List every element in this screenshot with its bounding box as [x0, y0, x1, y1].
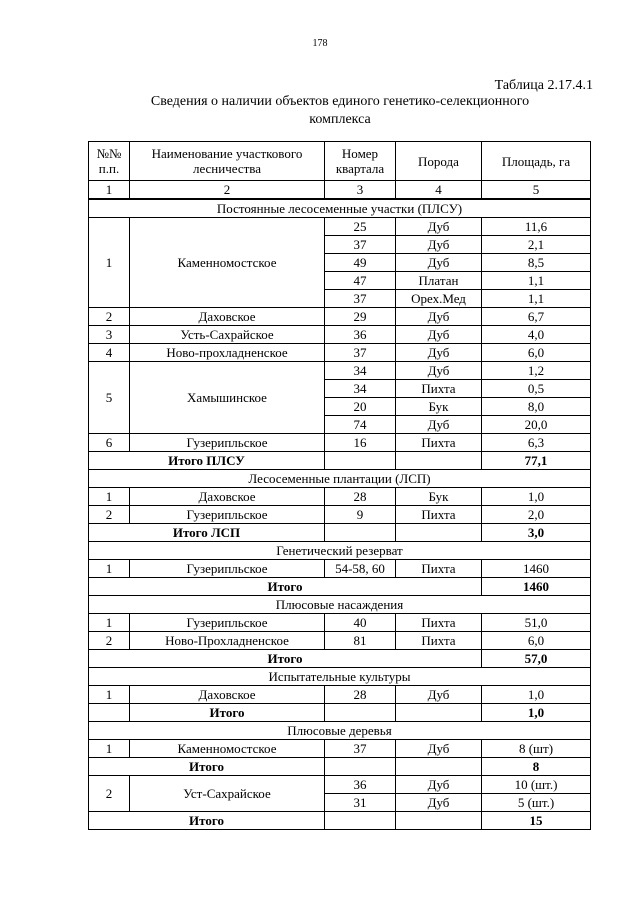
cell-area: 8 (шт) — [482, 740, 591, 758]
table-row — [89, 560, 591, 578]
table-row — [89, 686, 591, 704]
cell-forestry: Уст-Сахрайское — [130, 776, 325, 812]
col-num: 5 — [482, 181, 591, 200]
cell-area: 1460 — [482, 560, 591, 578]
total-value: 15 — [482, 812, 591, 830]
empty-cell — [396, 758, 482, 776]
table-row — [89, 614, 591, 632]
cell-area: 1,1 — [482, 290, 591, 308]
cell-quarter: 28 — [325, 488, 396, 506]
cell-quarter: 36 — [325, 326, 396, 344]
cell-area: 6,0 — [482, 344, 591, 362]
section-title: Постоянные лесосеменные участки (ПЛСУ) — [89, 199, 591, 218]
section-title: Генетический резерват — [89, 542, 591, 560]
cell-area: 4,0 — [482, 326, 591, 344]
cell-num: 2 — [89, 776, 130, 812]
cell-area: 6,7 — [482, 308, 591, 326]
cell-num: 2 — [89, 506, 130, 524]
table-row — [89, 506, 591, 524]
empty-cell — [396, 704, 482, 722]
table-row — [89, 632, 591, 650]
cell-forestry: Каменномостское — [130, 740, 325, 758]
cell-quarter: 29 — [325, 308, 396, 326]
cell-forestry: Даховское — [130, 308, 325, 326]
title-line-2: комплекса — [309, 112, 371, 127]
col-num: 3 — [325, 181, 396, 200]
cell-area: 2,1 — [482, 236, 591, 254]
cell-quarter: 40 — [325, 614, 396, 632]
empty-cell — [396, 812, 482, 830]
total-value: 1460 — [482, 578, 591, 596]
total-row — [89, 758, 591, 776]
col-num: 2 — [130, 181, 325, 200]
cell-species: Пихта — [396, 632, 482, 650]
column-numbers-row — [89, 181, 591, 200]
empty-cell — [325, 704, 396, 722]
cell-species: Дуб — [396, 776, 482, 794]
cell-species: Дуб — [396, 344, 482, 362]
total-label: Итого — [89, 812, 325, 830]
cell-quarter: 20 — [325, 398, 396, 416]
cell-forestry: Гузерипльское — [130, 560, 325, 578]
total-row — [89, 452, 591, 470]
cell-species: Бук — [396, 398, 482, 416]
cell-forestry: Даховское — [130, 686, 325, 704]
title-line-1: Сведения о наличии объектов единого генетико-селекционного — [150, 94, 530, 109]
cell-area: 8,5 — [482, 254, 591, 272]
cell-species: Дуб — [396, 686, 482, 704]
empty-cell — [325, 758, 396, 776]
cell-quarter: 28 — [325, 686, 396, 704]
cell-num: 1 — [89, 686, 130, 704]
table-row — [89, 218, 591, 236]
table-caption: Таблица 2.17.4.1 — [494, 78, 593, 93]
cell-quarter: 74 — [325, 416, 396, 434]
cell-quarter: 37 — [325, 290, 396, 308]
section-row — [89, 722, 591, 740]
cell-forestry: Гузерипльское — [130, 434, 325, 452]
table-row — [89, 776, 591, 794]
total-value: 3,0 — [482, 524, 591, 542]
cell-species: Орех.Мед — [396, 290, 482, 308]
cell-forestry: Ново-прохладненское — [130, 344, 325, 362]
cell-area: 1,2 — [482, 362, 591, 380]
total-value: 8 — [482, 758, 591, 776]
cell-forestry: Даховское — [130, 488, 325, 506]
cell-quarter: 34 — [325, 362, 396, 380]
header-species: Порода — [396, 142, 482, 181]
cell-quarter: 37 — [325, 236, 396, 254]
cell-species: Дуб — [396, 740, 482, 758]
cell-area: 6,3 — [482, 434, 591, 452]
total-label: Итого — [130, 704, 325, 722]
cell-species: Дуб — [396, 236, 482, 254]
cell-area: 0,5 — [482, 380, 591, 398]
section-title: Лесосеменные плантации (ЛСП) — [89, 470, 591, 488]
cell-num: 5 — [89, 362, 130, 434]
table-row — [89, 308, 591, 326]
section-row — [89, 596, 591, 614]
total-label: Итого — [89, 578, 482, 596]
section-row — [89, 668, 591, 686]
cell-quarter: 37 — [325, 344, 396, 362]
cell-num: 1 — [89, 218, 130, 308]
cell-species: Дуб — [396, 416, 482, 434]
cell-species: Пихта — [396, 614, 482, 632]
section-row — [89, 542, 591, 560]
cell-forestry: Усть-Сахрайское — [130, 326, 325, 344]
cell-quarter: 54-58, 60 — [325, 560, 396, 578]
total-label: Итого ПЛСУ — [89, 452, 325, 470]
cell-quarter: 37 — [325, 740, 396, 758]
cell-forestry: Гузерипльское — [130, 506, 325, 524]
cell-species: Пихта — [396, 434, 482, 452]
header-num: №№ п.п. — [89, 142, 130, 181]
total-row — [89, 812, 591, 830]
cell-quarter: 16 — [325, 434, 396, 452]
cell-area: 8,0 — [482, 398, 591, 416]
cell-forestry: Хамышинское — [130, 362, 325, 434]
cell-quarter: 9 — [325, 506, 396, 524]
cell-species: Платан — [396, 272, 482, 290]
page-number: 178 — [312, 38, 328, 49]
empty-cell — [325, 524, 396, 542]
cell-num: 2 — [89, 308, 130, 326]
total-row — [89, 578, 591, 596]
empty-cell — [89, 704, 130, 722]
header-area: Площадь, га — [482, 142, 591, 181]
total-row — [89, 704, 591, 722]
table-row — [89, 362, 591, 380]
section-title: Плюсовые насаждения — [89, 596, 591, 614]
header-quarter: Номер квартала — [325, 142, 396, 181]
cell-area: 2,0 — [482, 506, 591, 524]
empty-cell — [396, 452, 482, 470]
cell-forestry: Каменномостское — [130, 218, 325, 308]
cell-num: 1 — [89, 614, 130, 632]
cell-area: 5 (шт.) — [482, 794, 591, 812]
header-row — [89, 142, 591, 181]
cell-quarter: 31 — [325, 794, 396, 812]
cell-num: 1 — [89, 488, 130, 506]
cell-area: 10 (шт.) — [482, 776, 591, 794]
cell-forestry: Ново-Прохладненское — [130, 632, 325, 650]
cell-num: 1 — [89, 560, 130, 578]
total-value: 57,0 — [482, 650, 591, 668]
section-title: Испытательные культуры — [89, 668, 591, 686]
cell-species: Дуб — [396, 308, 482, 326]
cell-quarter: 25 — [325, 218, 396, 236]
empty-cell — [325, 452, 396, 470]
cell-species: Пихта — [396, 380, 482, 398]
total-label: Итого — [89, 758, 325, 776]
cell-species: Дуб — [396, 794, 482, 812]
col-num: 1 — [89, 181, 130, 200]
section-row — [89, 470, 591, 488]
cell-species: Дуб — [396, 362, 482, 380]
cell-species: Дуб — [396, 254, 482, 272]
empty-cell — [325, 812, 396, 830]
cell-quarter: 34 — [325, 380, 396, 398]
section-title: Плюсовые деревья — [89, 722, 591, 740]
table-row — [89, 434, 591, 452]
table-row — [89, 326, 591, 344]
total-row — [89, 650, 591, 668]
cell-area: 20,0 — [482, 416, 591, 434]
table-row — [89, 740, 591, 758]
total-label: Итого — [89, 650, 482, 668]
cell-area: 11,6 — [482, 218, 591, 236]
cell-area: 1,0 — [482, 686, 591, 704]
empty-cell — [396, 524, 482, 542]
total-label: Итого ЛСП — [89, 524, 325, 542]
cell-area: 1,1 — [482, 272, 591, 290]
cell-quarter: 47 — [325, 272, 396, 290]
cell-num: 4 — [89, 344, 130, 362]
cell-quarter: 36 — [325, 776, 396, 794]
cell-quarter: 81 — [325, 632, 396, 650]
cell-species: Бук — [396, 488, 482, 506]
cell-num: 6 — [89, 434, 130, 452]
cell-species: Пихта — [396, 560, 482, 578]
forest-objects-table — [88, 141, 591, 830]
total-value: 1,0 — [482, 704, 591, 722]
total-row — [89, 524, 591, 542]
cell-area: 6,0 — [482, 632, 591, 650]
table-row — [89, 344, 591, 362]
section-row — [89, 199, 591, 218]
header-name: Наименование участкового лесничества — [130, 142, 325, 181]
cell-area: 51,0 — [482, 614, 591, 632]
col-num: 4 — [396, 181, 482, 200]
cell-quarter: 49 — [325, 254, 396, 272]
cell-num: 2 — [89, 632, 130, 650]
cell-species: Пихта — [396, 506, 482, 524]
cell-species: Дуб — [396, 218, 482, 236]
total-value: 77,1 — [482, 452, 591, 470]
cell-species: Дуб — [396, 326, 482, 344]
table-title — [90, 93, 590, 129]
table-row — [89, 488, 591, 506]
cell-num: 1 — [89, 740, 130, 758]
cell-area: 1,0 — [482, 488, 591, 506]
cell-num: 3 — [89, 326, 130, 344]
cell-forestry: Гузерипльское — [130, 614, 325, 632]
